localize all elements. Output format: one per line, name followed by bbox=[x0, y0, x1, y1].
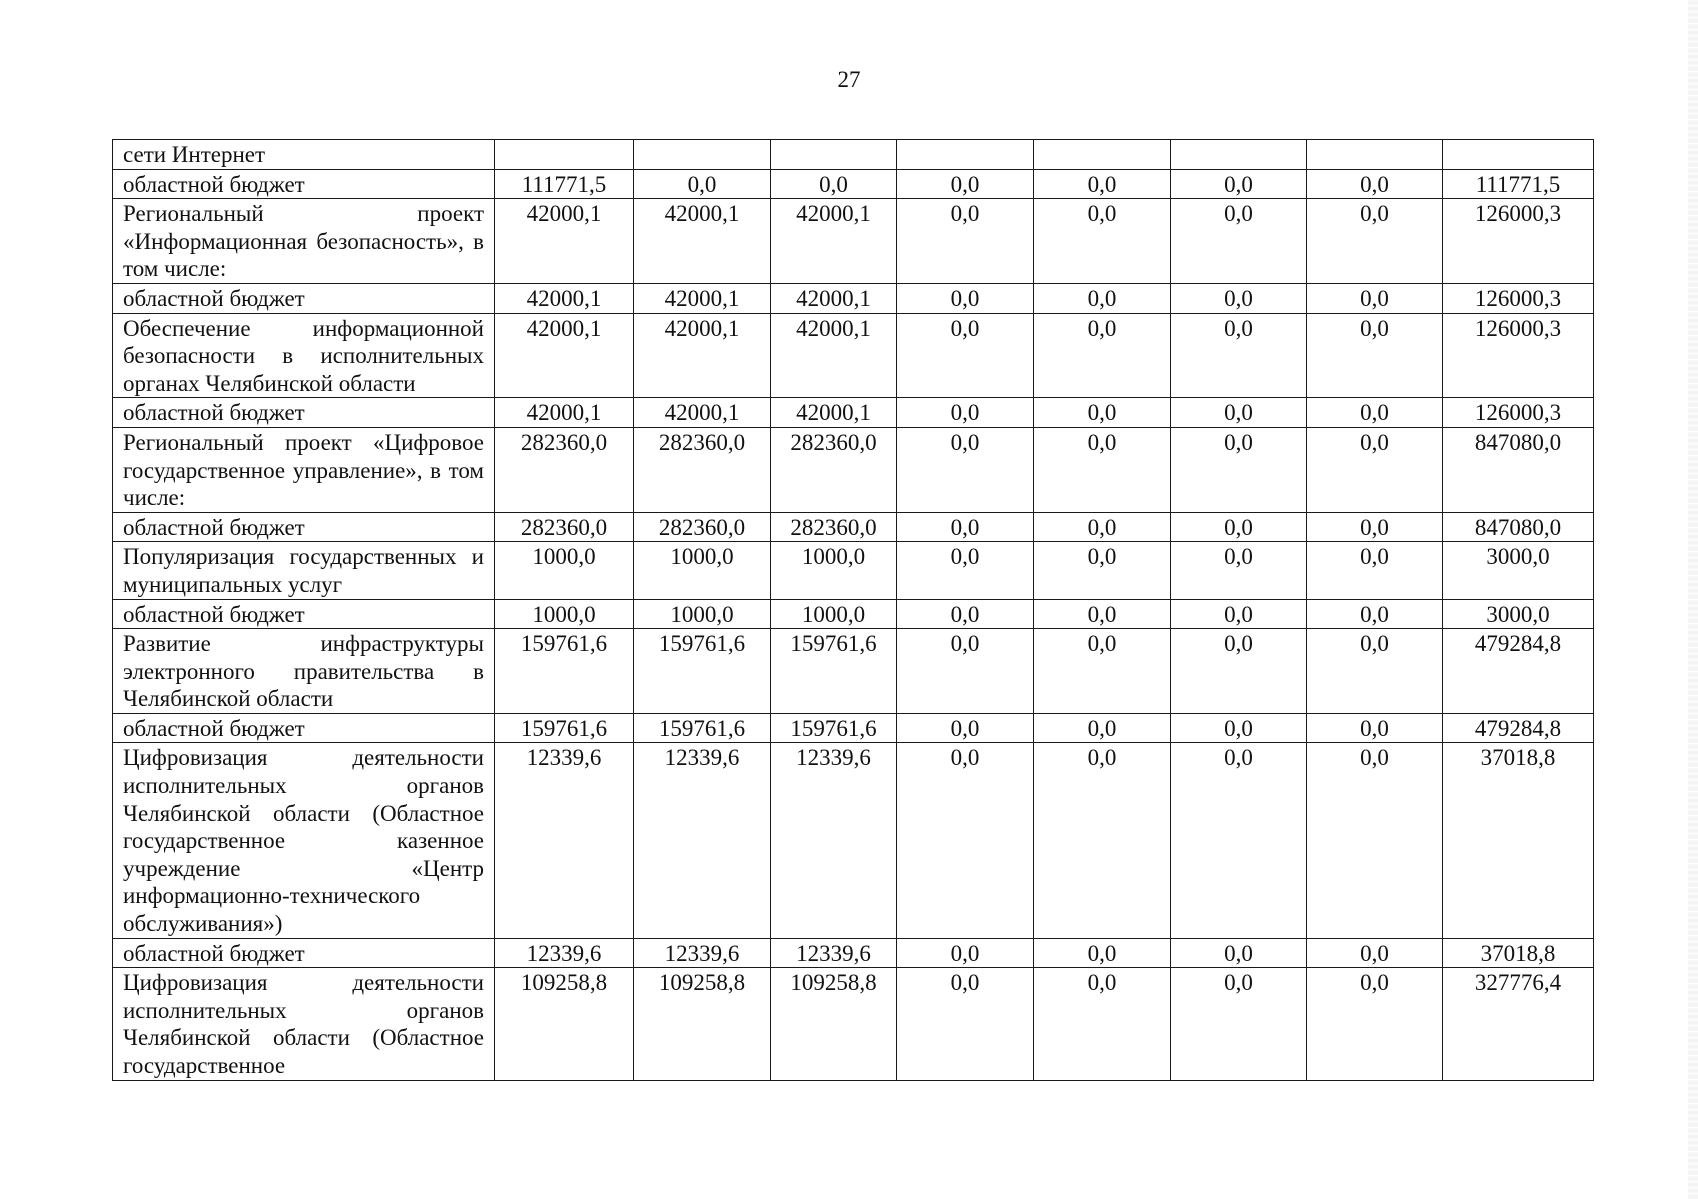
row-label: Региональный проект «Цифровое государственное управление», в том числе: bbox=[113, 427, 495, 512]
value-cell: 0,0 bbox=[1034, 938, 1171, 968]
value-cell bbox=[1307, 140, 1443, 170]
value-cell: 0,0 bbox=[897, 713, 1034, 743]
value-cell: 42000,1 bbox=[495, 398, 634, 428]
row-label: Цифровизация деятельности исполнительных органов Челябинской области (Областное государственное казенное учреждение «Центр информационно-технического обслуживания») bbox=[113, 743, 495, 938]
value-cell: 42000,1 bbox=[495, 313, 634, 398]
table-row bbox=[113, 199, 1594, 284]
value-cell: 12339,6 bbox=[495, 938, 634, 968]
value-cell: 0,0 bbox=[1307, 398, 1443, 428]
value-cell: 159761,6 bbox=[634, 629, 771, 714]
value-cell: 126000,3 bbox=[1443, 313, 1594, 398]
value-cell: 0,0 bbox=[1171, 743, 1307, 938]
value-cell: 0,0 bbox=[1171, 629, 1307, 714]
row-label: сети Интернет bbox=[113, 140, 495, 170]
value-cell bbox=[634, 140, 771, 170]
table-row bbox=[113, 512, 1594, 542]
value-cell: 37018,8 bbox=[1443, 938, 1594, 968]
value-cell: 0,0 bbox=[1307, 199, 1443, 284]
value-cell: 0,0 bbox=[897, 169, 1034, 199]
value-cell: 111771,5 bbox=[1443, 169, 1594, 199]
value-cell: 0,0 bbox=[1307, 713, 1443, 743]
value-cell: 847080,0 bbox=[1443, 427, 1594, 512]
value-cell: 12339,6 bbox=[771, 743, 897, 938]
row-label: областной бюджет bbox=[113, 398, 495, 428]
value-cell: 42000,1 bbox=[495, 283, 634, 313]
value-cell: 327776,4 bbox=[1443, 968, 1594, 1080]
value-cell: 847080,0 bbox=[1443, 512, 1594, 542]
value-cell: 42000,1 bbox=[495, 199, 634, 284]
value-cell bbox=[1171, 140, 1307, 170]
value-cell: 0,0 bbox=[1034, 512, 1171, 542]
value-cell: 0,0 bbox=[897, 542, 1034, 599]
value-cell: 479284,8 bbox=[1443, 629, 1594, 714]
table-row bbox=[113, 938, 1594, 968]
value-cell: 0,0 bbox=[1034, 313, 1171, 398]
row-label: областной бюджет bbox=[113, 713, 495, 743]
value-cell: 1000,0 bbox=[634, 599, 771, 629]
value-cell: 42000,1 bbox=[771, 313, 897, 398]
value-cell: 111771,5 bbox=[495, 169, 634, 199]
value-cell bbox=[1034, 140, 1171, 170]
value-cell: 0,0 bbox=[1307, 283, 1443, 313]
value-cell: 282360,0 bbox=[634, 512, 771, 542]
table-row bbox=[113, 283, 1594, 313]
row-label: областной бюджет bbox=[113, 512, 495, 542]
page-number: 27 bbox=[837, 67, 861, 92]
value-cell: 0,0 bbox=[1171, 512, 1307, 542]
value-cell: 0,0 bbox=[1171, 199, 1307, 284]
value-cell: 1000,0 bbox=[495, 599, 634, 629]
value-cell: 0,0 bbox=[897, 629, 1034, 714]
value-cell: 12339,6 bbox=[495, 743, 634, 938]
value-cell: 0,0 bbox=[1171, 713, 1307, 743]
value-cell: 0,0 bbox=[897, 283, 1034, 313]
value-cell bbox=[495, 140, 634, 170]
value-cell: 282360,0 bbox=[771, 512, 897, 542]
value-cell: 109258,8 bbox=[771, 968, 897, 1080]
value-cell bbox=[897, 140, 1034, 170]
value-cell: 0,0 bbox=[1307, 313, 1443, 398]
table-body bbox=[113, 140, 1594, 1081]
table-row bbox=[113, 427, 1594, 512]
value-cell: 159761,6 bbox=[495, 629, 634, 714]
value-cell: 0,0 bbox=[897, 743, 1034, 938]
value-cell: 0,0 bbox=[1034, 599, 1171, 629]
table-row bbox=[113, 629, 1594, 714]
value-cell: 42000,1 bbox=[771, 398, 897, 428]
value-cell: 282360,0 bbox=[495, 512, 634, 542]
value-cell: 0,0 bbox=[1307, 427, 1443, 512]
value-cell: 42000,1 bbox=[634, 199, 771, 284]
value-cell: 0,0 bbox=[1307, 968, 1443, 1080]
row-label: Цифровизация деятельности исполнительных органов Челябинской области (Областное государственное bbox=[113, 968, 495, 1080]
row-label: Развитие инфраструктуры электронного правительства в Челябинской области bbox=[113, 629, 495, 714]
value-cell: 0,0 bbox=[1171, 313, 1307, 398]
value-cell: 479284,8 bbox=[1443, 713, 1594, 743]
value-cell: 0,0 bbox=[1034, 169, 1171, 199]
value-cell: 0,0 bbox=[1307, 938, 1443, 968]
value-cell: 0,0 bbox=[1307, 629, 1443, 714]
row-label: областной бюджет bbox=[113, 169, 495, 199]
value-cell: 0,0 bbox=[1171, 169, 1307, 199]
value-cell: 0,0 bbox=[1034, 427, 1171, 512]
value-cell: 0,0 bbox=[897, 938, 1034, 968]
value-cell: 0,0 bbox=[1034, 968, 1171, 1080]
budget-table bbox=[112, 139, 1594, 1081]
value-cell: 0,0 bbox=[897, 427, 1034, 512]
table-row bbox=[113, 599, 1594, 629]
value-cell: 0,0 bbox=[1171, 398, 1307, 428]
value-cell: 42000,1 bbox=[634, 283, 771, 313]
table-row bbox=[113, 140, 1594, 170]
value-cell: 0,0 bbox=[1034, 398, 1171, 428]
value-cell: 126000,3 bbox=[1443, 199, 1594, 284]
value-cell: 42000,1 bbox=[634, 313, 771, 398]
row-label: областной бюджет bbox=[113, 938, 495, 968]
value-cell: 0,0 bbox=[897, 968, 1034, 1080]
value-cell: 42000,1 bbox=[771, 283, 897, 313]
value-cell: 37018,8 bbox=[1443, 743, 1594, 938]
value-cell: 0,0 bbox=[634, 169, 771, 199]
value-cell: 126000,3 bbox=[1443, 398, 1594, 428]
value-cell: 159761,6 bbox=[495, 713, 634, 743]
value-cell: 0,0 bbox=[897, 313, 1034, 398]
table-row bbox=[113, 169, 1594, 199]
row-label: Популяризация государственных и муниципальных услуг bbox=[113, 542, 495, 599]
value-cell: 126000,3 bbox=[1443, 283, 1594, 313]
value-cell: 282360,0 bbox=[771, 427, 897, 512]
value-cell: 0,0 bbox=[1307, 542, 1443, 599]
value-cell: 42000,1 bbox=[634, 398, 771, 428]
value-cell bbox=[1443, 140, 1594, 170]
value-cell bbox=[771, 140, 897, 170]
value-cell: 3000,0 bbox=[1443, 542, 1594, 599]
table-row bbox=[113, 743, 1594, 938]
value-cell: 3000,0 bbox=[1443, 599, 1594, 629]
value-cell: 0,0 bbox=[897, 199, 1034, 284]
scan-edge bbox=[1688, 0, 1698, 1200]
value-cell: 0,0 bbox=[1307, 743, 1443, 938]
row-label: Обеспечение информационной безопасности в исполнительных органах Челябинской области bbox=[113, 313, 495, 398]
table-row bbox=[113, 398, 1594, 428]
value-cell: 0,0 bbox=[897, 398, 1034, 428]
value-cell: 1000,0 bbox=[634, 542, 771, 599]
table-row bbox=[113, 968, 1594, 1080]
value-cell: 42000,1 bbox=[771, 199, 897, 284]
value-cell: 0,0 bbox=[1171, 938, 1307, 968]
value-cell: 12339,6 bbox=[771, 938, 897, 968]
value-cell: 0,0 bbox=[1307, 169, 1443, 199]
value-cell: 0,0 bbox=[1171, 427, 1307, 512]
value-cell: 1000,0 bbox=[495, 542, 634, 599]
value-cell: 159761,6 bbox=[634, 713, 771, 743]
value-cell: 0,0 bbox=[1034, 629, 1171, 714]
value-cell: 0,0 bbox=[1034, 743, 1171, 938]
row-label: областной бюджет bbox=[113, 283, 495, 313]
value-cell: 0,0 bbox=[897, 599, 1034, 629]
value-cell: 159761,6 bbox=[771, 713, 897, 743]
value-cell: 12339,6 bbox=[634, 938, 771, 968]
value-cell: 0,0 bbox=[1034, 542, 1171, 599]
value-cell: 1000,0 bbox=[771, 542, 897, 599]
value-cell: 0,0 bbox=[1034, 283, 1171, 313]
value-cell: 0,0 bbox=[1171, 542, 1307, 599]
table-row bbox=[113, 713, 1594, 743]
value-cell: 12339,6 bbox=[634, 743, 771, 938]
row-label: Региональный проект «Информационная безопасность», в том числе: bbox=[113, 199, 495, 284]
value-cell: 0,0 bbox=[1171, 599, 1307, 629]
value-cell: 0,0 bbox=[1171, 968, 1307, 1080]
row-label: областной бюджет bbox=[113, 599, 495, 629]
value-cell: 109258,8 bbox=[634, 968, 771, 1080]
value-cell: 0,0 bbox=[1307, 599, 1443, 629]
value-cell: 159761,6 bbox=[771, 629, 897, 714]
value-cell: 0,0 bbox=[897, 512, 1034, 542]
value-cell: 282360,0 bbox=[634, 427, 771, 512]
value-cell: 0,0 bbox=[1034, 199, 1171, 284]
value-cell: 282360,0 bbox=[495, 427, 634, 512]
value-cell: 0,0 bbox=[1034, 713, 1171, 743]
value-cell: 0,0 bbox=[771, 169, 897, 199]
table-row bbox=[113, 542, 1594, 599]
value-cell: 0,0 bbox=[1307, 512, 1443, 542]
value-cell: 1000,0 bbox=[771, 599, 897, 629]
value-cell: 109258,8 bbox=[495, 968, 634, 1080]
table-row bbox=[113, 313, 1594, 398]
value-cell: 0,0 bbox=[1171, 283, 1307, 313]
